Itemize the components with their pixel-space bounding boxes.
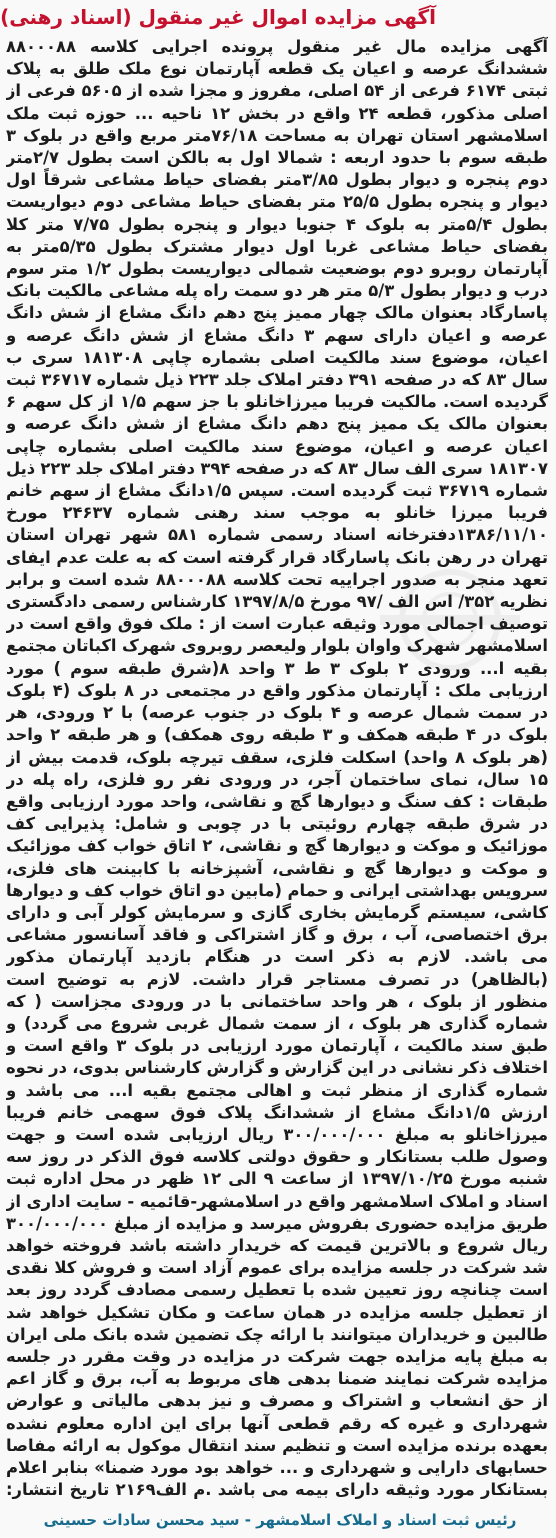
notice-signature: رئیس ثبت اسناد و املاک اسلامشهر - سید محسن سادات حسینی bbox=[43, 1511, 517, 1529]
notice-title: آگهی مزایده اموال غیر منقول (اسناد رهنی) bbox=[0, 5, 436, 29]
notice-body: آگهی مزایده مال غیر منقول پرونده اجرایی کلاسه ۸۸۰۰۰۸۸ ششدانگ عرصه و اعیان یک قطعه آپارتمان نوع ملک طلق به پلاک ثبتی ۶۱۷۴ فرعی از ۵۴ اصلی، مفروز و مجزا شده از ۵۶۰۵ فرعی از اصلی مذکور، قطعه ۲۴ واقع در بخش ۱۲ ناحیه ... حوزه ثبت ملک اسلامشهر استان تهران به مساحت ۷۶/۱۸متر مربع واقع در بلوک ۳ طبقه سوم با حدود اربعه : شمالا اول به بالکن است بطول ۲/۷متر دوم پنجره و دیوار بطول ۳/۸۵متر بفضای حیاط مشاعی شرقاً اول دیوار و پنجره بطول ۲۵/۵ متر بفضای حیاط مشاعی دوم دیواریست بطول ۵/۴متر به بلوک ۴ جنوبا دیوار و پنجره بطول ۷/۷۵ متر کلا بفضای حیاط مشاعی غربا اول دیوار مشترک بطول ۵/۳۵متر به آپارتمان روبرو دوم بوضعیت شمالی دیواریست بطول ۱/۲ متر سوم درب و دیوار بطول ۵/۳ متر هر دو سمت راه پله مشاعی مالکیت بانک پاسارگاد بعنوان مالک چهار ممیز پنج دهم دانگ مشاع از شش دانگ عرصه و اعیان دارای سهم ۳ دانگ مشاع از شش دانگ عرصه و اعیان، موضوع سند مالکیت اصلی بشماره چاپی ۱۸۱۳۰۸ سری ب سال ۸۳ که در صفحه ۳۹۱ دفتر املاک جلد ۲۲۳ ذیل شماره ۳۶۷۱۷ ثبت گردیده است. مالکیت فریبا میرزاخانلو با جز سهم ۱/۵ از کل سهم ۶ بعنوان مالک یک ممیز پنج دهم دانگ مشاع از شش دانگ عرصه و اعیان عرصه و اعیان، موضوع سند مالکیت اصلی بشماره چاپی ۱۸۱۳۰۷ سری الف سال ۸۳ که در صفحه ۳۹۴ دفتر املاک جلد ۲۲۳ ذیل شماره ۳۶۷۱۹ ثبت گردیده است. سپس ۱/۵دانگ مشاع از سهم خانم فریبا میرزا خانلو به موجب سند رهنی شماره ۲۴۶۳۷ مورخ ۱۳۸۶/۱۱/۱۰دفترخانه اسناد رسمی شماره ۵۸۱ شهر تهران استان تهران در رهن بانک پاسارگاد قرار گرفته است که به علت عدم ایفای تعهد منجر به صدور اجراییه تحت کلاسه ۸۸۰۰۰۸۸ شده است و برابر نظریه ۳۵۲/ اس الف /۹۷ مورخ ۱۳۹۷/۸/۵ کارشناس رسمی دادگستری توصیف اجمالی مورد وثیقه عبارت است از : ملک فوق واقع است در اسلامشهر شهرک واوان بلوار ولیعصر روبروی شهرک اکباتان مجتمع بقیه ا... ورودی ۲ بلوک ۳ ط ۳ واحد ۸(شرق طبقه سوم ) مورد ارزیابی ملک : آپارتمان مذکور واقع در مجتمعی در ۸ بلوک (۴ بلوک در سمت شمال عرصه و ۴ بلوک در جنوب عرصه) با ۲ ورودی، هر بلوک در ۴ طبقه همکف و ۳ طبقه روی همکف) و هر طبقه ۲ واحد (هر بلوک ۸ واحد) اسکلت فلزی، سقف تیرچه بلوک، قدمت بیش از ۱۵ سال، نمای ساختمان آجر، در ورودی نفر رو فلزی، راه پله در طبقات : کف سنگ و دیوارها گچ و نقاشی، واحد مورد ارزیابی واقع در شرق طبقه چهارم روئیتی با در چوبی و شامل: پذیرایی کف موزائیک و موکت و دیوارها گچ و نقاشی، ۲ اتاق خواب کف موزائیک و موکت و دیوارها گچ و نقاشی، آشپزخانه با کابینت های فلزی، سرویس بهداشتی ایرانی و حمام (مابین دو اتاق خواب کف و دیوارها کاشی، سیستم گرمایش بخاری گازی و سرمایش کولر آبی و دارای برق اختصاصی، آب ، برق و گاز اشتراکی و فاقد آسانسور مشاعی می باشد. لازم به ذکر است در هنگام بازدید آپارتمان مذکور (بالظاهر) در تصرف مستاجر قرار داشت. لازم به توضیح است منظور از بلوک ، هر واحد ساختمانی با در ورودی مجزاست ( که شماره گذاری هر بلوک ، از سمت شمال غربی شروع می گردد) و طبق سند مالکیت ، آپارتمان مورد ارزیابی در بلوک ۳ واقع است و اختلاف ذکر نشانی در این گزارش و گزارش کارشناس بدوی، در نحوه شماره گذاری از منظر ثبت و اهالی مجتمع بقیه ا... می باشد و ارزش ۱/۵دانگ مشاع از ششدانگ پلاک فوق سهمی خانم فریبا میرزاخانلو به مبلغ ۳۰۰/۰۰۰/۰۰۰ ریال ارزیابی شده است و جهت وصول طلب بستانکار و حقوق دولتی کلاسه فوق الذکر در روز سه شنبه مورخ ۱۳۹۷/۱۰/۲۵ از ساعت ۹ الی ۱۲ ظهر در محل اداره ثبت اسناد و املاک اسلامشهر واقع در اسلامشهر-قائمیه - سایت اداری از طریق مزایده حضوری بفروش میرسد و مزایده از مبلغ ۳۰۰/۰۰۰/۰۰۰ ریال شروع و بالاترین قیمت که خریدار داشته باشد فروخته خواهد شد شرکت در جلسه مزایده برای عموم آزاد است و فروش کلا نقدی است چنانچه روز تعیین شده با تعطیل رسمی مصادف گردد روز بعد از تعطیل جلسه مزایده در همان ساعت و مکان تشکیل خواهد شد طالبین و خریداران میتوانند با ارائه چک تضمین شده بانک ملی ایران به مبلغ پایه مزایده جهت شرکت در مزایده در وقت مقرر در جلسه مزایده شرکت نمایند ضمنا بدهی های مربوط به آب، برق و گاز اعم از حق انشعاب و اشتراک و مصرف و نیز بدهی مالیاتی و عوارض شهرداری و غیره که رقم قطعی آنها برای این اداره معلوم نشده بعهده برنده مزایده است و تنظیم سند انتقال موکول به ارائه مفاصا حسابهای دارایی و شهرداری و ... خواهد بود مورد ضمنا» بنابر اعلام بستانکار مورد وثیقه دارای بیمه می باشد .م الف۲۱۶۹ تاریخ انتشار: bbox=[6, 37, 548, 1500]
